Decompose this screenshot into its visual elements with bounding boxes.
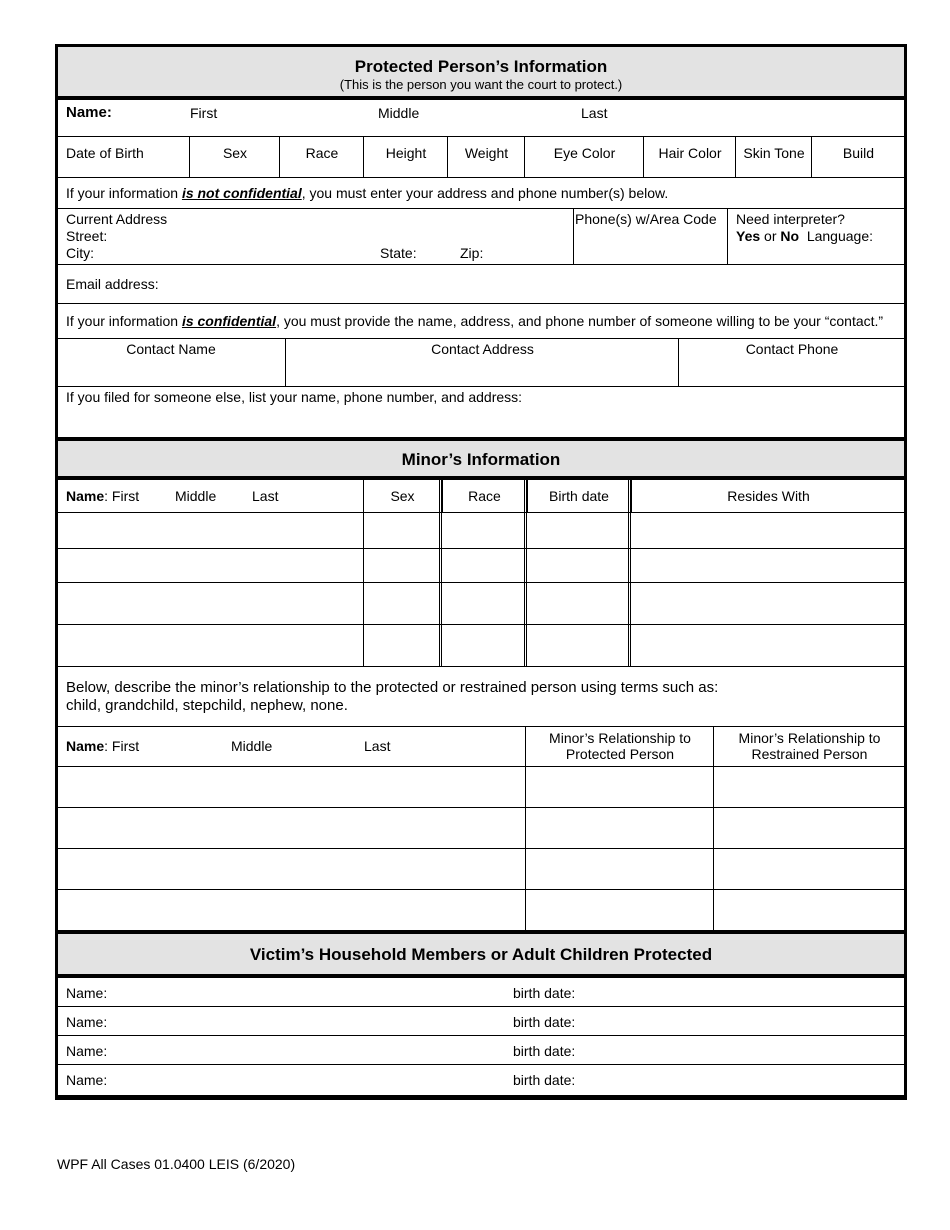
household-row[interactable] (58, 1007, 904, 1036)
protected-description-row[interactable] (58, 137, 904, 178)
household-birth-label: birth date: (513, 985, 576, 1001)
rel-last-label: Last (364, 738, 391, 754)
phone-label: Phone(s) w/Area Code (575, 211, 717, 227)
last-label: Last (581, 105, 608, 121)
relationship-row[interactable] (58, 808, 904, 849)
city-label: City: (66, 245, 94, 261)
address-row[interactable] (58, 209, 904, 265)
protected-name-row[interactable] (58, 100, 904, 137)
minor-row[interactable] (58, 583, 904, 625)
minor-row[interactable] (58, 625, 904, 667)
not-confidential-note: If your information is not confidential, you must enter your address and phone number(s) below. (58, 178, 904, 209)
build-cell[interactable] (811, 137, 905, 177)
minor-title: Minor’s Information (401, 450, 561, 469)
race-label: Race (305, 145, 339, 161)
interpreter-label: Need interpreter? (736, 211, 845, 227)
protection-form (55, 44, 907, 1100)
weight-cell[interactable] (447, 137, 525, 177)
skin-tone-label: Skin Tone (743, 145, 805, 161)
street-label: Street: (66, 228, 108, 244)
household-name-label: Name: (66, 1014, 108, 1030)
household-birth-label: birth date: (513, 1043, 576, 1059)
interpreter-yes[interactable]: Yes (736, 228, 761, 244)
email-label: Email address: (66, 276, 159, 292)
household-name-label: Name: (66, 1043, 108, 1059)
contact-row[interactable] (58, 339, 904, 387)
first-label: First (190, 105, 218, 121)
language-label: Language: (806, 228, 874, 244)
contact-address-label: Contact Address (431, 341, 534, 357)
hair-color-label: Hair Color (658, 145, 722, 161)
household-row[interactable] (58, 978, 904, 1007)
minor-sex-label: Sex (390, 488, 415, 504)
household-birth-label: birth date: (513, 1014, 576, 1030)
relationship-instructions (58, 667, 904, 727)
minor-race-label: Race (468, 488, 501, 504)
build-label: Build (842, 145, 875, 161)
confidential-note: If your information is confidential, you must provide the name, address, and phone number of someone willing to be your “contact.” (58, 304, 904, 339)
phone-cell[interactable] (573, 209, 728, 264)
hair-color-cell[interactable] (643, 137, 736, 177)
contact-address-cell[interactable] (285, 339, 679, 386)
protected-header (58, 47, 904, 100)
height-cell[interactable] (363, 137, 448, 177)
filed-for-someone-else-row[interactable] (58, 387, 904, 441)
relationship-line-1: Below, describe the minor’s relationship to the protected or restrained person using terms such as: (66, 679, 719, 696)
race-cell[interactable] (279, 137, 364, 177)
email-row[interactable] (58, 265, 904, 304)
rel-middle-label: Middle (231, 738, 273, 754)
rel-protected-line1: Minor’s Relationship to (549, 730, 691, 746)
household-birth-label: birth date: (513, 1072, 576, 1088)
rel-restrained-line2: Restrained Person (751, 746, 868, 762)
current-address-label: Current Address (66, 211, 168, 227)
confidential-emphasis: is confidential (181, 313, 277, 329)
minor-middle-label: Middle (175, 488, 217, 504)
contact-phone-cell[interactable] (678, 339, 905, 386)
rel-protected-line2: Protected Person (565, 746, 675, 762)
zip-label: Zip: (460, 245, 484, 261)
eye-color-cell[interactable] (524, 137, 644, 177)
minor-column-headers: Name: First Middle Last Sex Race Birth date Resides With (58, 480, 904, 513)
minor-header (58, 441, 904, 480)
minor-row[interactable] (58, 549, 904, 583)
filed-else-label: If you filed for someone else, list your name, phone number, and address: (66, 389, 523, 405)
household-name-label: Name: (66, 985, 108, 1001)
household-row[interactable] (58, 1065, 904, 1095)
state-label: State: (380, 245, 417, 261)
relationship-line-2: child, grandchild, stepchild, nephew, none. (66, 697, 348, 714)
household-row[interactable] (58, 1036, 904, 1065)
eye-color-label: Eye Color (553, 145, 616, 161)
middle-label: Middle (378, 105, 420, 121)
sex-label: Sex (222, 145, 248, 161)
weight-label: Weight (464, 145, 509, 161)
minor-last-label: Last (252, 488, 279, 504)
height-label: Height (385, 145, 427, 161)
contact-name-label: Contact Name (126, 341, 216, 357)
contact-phone-label: Contact Phone (745, 341, 839, 357)
household-title: Victim’s Household Members or Adult Children Protected (249, 945, 713, 964)
rel-restrained-line1: Minor’s Relationship to (738, 730, 881, 746)
household-header (58, 934, 904, 978)
dob-label: Date of Birth (66, 145, 144, 161)
name-label: Name: (66, 104, 112, 121)
protected-title: Protected Person’s Information (354, 57, 608, 76)
interpreter-no[interactable]: No (780, 228, 800, 244)
relationship-row[interactable] (58, 849, 904, 890)
minor-resides-label: Resides With (727, 488, 810, 504)
sex-cell[interactable] (189, 137, 280, 177)
relationship-row[interactable] (58, 890, 904, 934)
household-name-label: Name: (66, 1072, 108, 1088)
relationship-row[interactable] (58, 767, 904, 808)
minor-birth-label: Birth date (549, 488, 609, 504)
form-footer-id: WPF All Cases 01.0400 LEIS (6/2020) (57, 1156, 296, 1172)
interpreter-cell[interactable]: Need interpreter? Yes or No Language: (727, 209, 905, 264)
relationship-column-headers: Name: First Middle Last Minor’s Relationship to Protected Person Minor’s Relationship to Restrained Person (58, 727, 904, 767)
not-confidential-emphasis: is not confidential (181, 185, 302, 201)
skin-tone-cell[interactable] (735, 137, 812, 177)
protected-subtitle: (This is the person you want the court to protect.) (339, 77, 623, 92)
minor-row[interactable] (58, 513, 904, 549)
